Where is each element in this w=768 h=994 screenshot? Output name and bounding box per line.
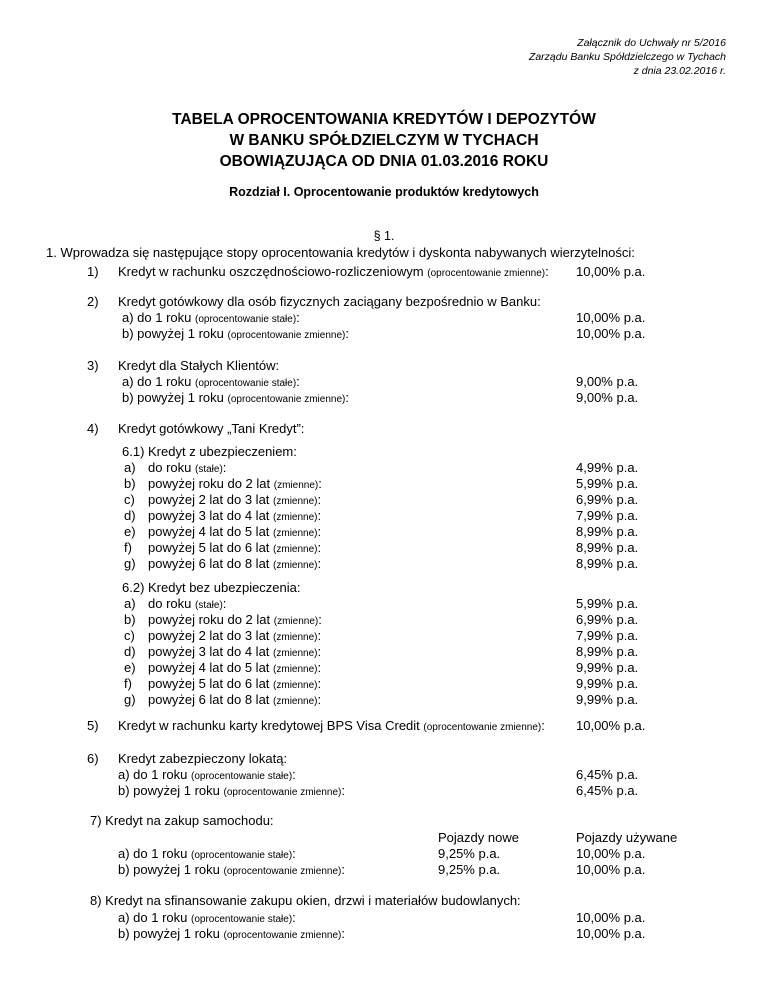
document-title xyxy=(0,109,768,172)
row-term: powyżej 2 lat do 3 lat xyxy=(148,628,270,643)
row-letter: b) xyxy=(124,476,136,491)
attachment-header xyxy=(529,36,726,78)
row-letter: g) xyxy=(124,692,136,707)
row-term: powyżej 5 lat do 6 lat xyxy=(148,676,270,691)
item-3a-label: a) do 1 roku (oprocentowanie stałe): xyxy=(122,374,300,389)
item-2b-label: b) powyżej 1 roku (oprocentowanie zmienne): xyxy=(122,326,349,341)
item-4-label: Kredyt gotówkowy „Tani Kredyt”: xyxy=(118,421,305,436)
tani-kredyt-row-rate: 6,99% p.a. xyxy=(576,492,639,507)
item-7a-new-rate: 9,25% p.a. xyxy=(438,846,501,861)
row-rate-type: (zmienne) xyxy=(273,648,318,659)
row-letter: g) xyxy=(124,556,136,571)
item-7b-new-rate: 9,25% p.a. xyxy=(438,862,501,877)
attachment-line-2: Zarządu Banku Spółdzielczego w Tychach xyxy=(528,51,726,63)
row-term: do roku xyxy=(148,460,192,475)
item-8b-label: b) powyżej 1 roku (oprocentowanie zmienne): xyxy=(118,926,345,941)
title-line-2: W BANKU SPÓŁDZIELCZYM W TYCHACH xyxy=(229,132,539,149)
tani-kredyt-row-rate: 8,99% p.a. xyxy=(576,644,639,659)
item-2a-rate: 10,00% p.a. xyxy=(576,310,646,325)
row-rate-type: (zmienne) xyxy=(273,528,318,539)
paragraph-heading: § 1. xyxy=(373,229,395,243)
tani-kredyt-row-rate: 4,99% p.a. xyxy=(576,460,639,475)
subsection-6-2-title: 6.2) Kredyt bez ubezpieczenia: xyxy=(122,580,301,595)
tani-kredyt-row-label xyxy=(124,692,321,710)
tani-kredyt-row-rate: 9,99% p.a. xyxy=(576,660,639,675)
row-term: powyżej 3 lat do 4 lat xyxy=(148,644,270,659)
row-rate-type: (zmienne) xyxy=(273,480,319,491)
item-3-label: Kredyt dla Stałych Klientów: xyxy=(118,358,280,373)
item-7-col-used: Pojazdy używane xyxy=(576,830,678,845)
item-7b-used-rate: 10,00% p.a. xyxy=(576,862,646,877)
tani-kredyt-row-rate: 8,99% p.a. xyxy=(576,524,639,539)
row-letter: b) xyxy=(124,612,136,627)
row-colon: : xyxy=(222,596,227,611)
item-8a-rate: 10,00% p.a. xyxy=(576,910,646,925)
tani-kredyt-row-rate: 9,99% p.a. xyxy=(576,676,639,691)
row-term: do roku xyxy=(148,596,192,611)
item-2-label: Kredyt gotówkowy dla osób fizycznych zaciągany bezpośrednio w Banku: xyxy=(118,294,541,309)
item-7a-used-rate: 10,00% p.a. xyxy=(576,846,646,861)
row-colon: : xyxy=(317,644,322,659)
row-colon: : xyxy=(318,612,322,627)
row-colon: : xyxy=(317,628,322,643)
item-3-number: 3) xyxy=(87,358,99,373)
chapter-heading: Rozdział I. Oprocentowanie produktów kredytowych xyxy=(229,185,539,199)
row-letter: f) xyxy=(124,540,132,555)
item-6-number: 6) xyxy=(87,751,99,766)
subsection-6-1-title: 6.1) Kredyt z ubezpieczeniem: xyxy=(122,444,297,459)
row-rate-type: (zmienne) xyxy=(273,496,318,507)
title-line-3: OBOWIĄZUJĄCA OD DNIA 01.03.2016 ROKU xyxy=(219,153,549,170)
row-term: powyżej roku do 2 lat xyxy=(148,476,271,491)
attachment-line-3: z dnia 23.02.2016 r. xyxy=(633,65,726,77)
item-4-number: 4) xyxy=(87,421,99,436)
row-rate-type: (stałe) xyxy=(195,464,223,475)
item-6-label: Kredyt zabezpieczony lokatą: xyxy=(118,751,288,766)
row-term: powyżej 6 lat do 8 lat xyxy=(148,556,270,571)
row-colon: : xyxy=(317,492,322,507)
row-colon: : xyxy=(317,540,322,555)
row-letter: d) xyxy=(124,508,136,523)
tani-kredyt-row-rate: 7,99% p.a. xyxy=(576,628,639,643)
tani-kredyt-row-label xyxy=(124,556,321,574)
row-letter: f) xyxy=(124,676,132,691)
attachment-line-1: Załącznik do Uchwały nr 5/2016 xyxy=(577,37,726,49)
item-6a-label: a) do 1 roku (oprocentowanie stałe): xyxy=(118,767,296,782)
row-colon: : xyxy=(317,556,322,571)
tani-kredyt-row-rate: 8,99% p.a. xyxy=(576,540,639,555)
row-rate-type: (stałe) xyxy=(195,600,223,611)
item-2a-label: a) do 1 roku (oprocentowanie stałe): xyxy=(122,310,300,325)
item-7a-label: a) do 1 roku (oprocentowanie stałe): xyxy=(118,846,296,861)
row-rate-type: (zmienne) xyxy=(273,544,318,555)
tani-kredyt-row-rate: 5,99% p.a. xyxy=(576,476,639,491)
row-term: powyżej roku do 2 lat xyxy=(148,612,271,627)
item-5-number: 5) xyxy=(87,718,99,733)
row-letter: a) xyxy=(124,460,136,475)
item-6a-rate: 6,45% p.a. xyxy=(576,767,639,782)
row-term: powyżej 5 lat do 6 lat xyxy=(148,540,270,555)
item-8a-label: a) do 1 roku (oprocentowanie stałe): xyxy=(118,910,296,925)
item-7b-label: b) powyżej 1 roku (oprocentowanie zmienne): xyxy=(118,862,345,877)
tani-kredyt-row-rate: 7,99% p.a. xyxy=(576,508,639,523)
row-rate-type: (zmienne) xyxy=(273,680,318,691)
row-term: powyżej 3 lat do 4 lat xyxy=(148,508,270,523)
item-3b-rate: 9,00% p.a. xyxy=(576,390,639,405)
row-rate-type: (zmienne) xyxy=(273,696,318,707)
row-rate-type: (zmienne) xyxy=(273,664,318,675)
row-colon: : xyxy=(317,660,322,675)
item-5-rate: 10,00% p.a. xyxy=(576,718,646,733)
item-1-number: 1) xyxy=(87,264,99,279)
row-rate-type: (zmienne) xyxy=(273,632,318,643)
item-3b-label: b) powyżej 1 roku (oprocentowanie zmienne): xyxy=(122,390,349,405)
row-colon: : xyxy=(317,676,322,691)
tani-kredyt-row-rate: 5,99% p.a. xyxy=(576,596,639,611)
item-6b-rate: 6,45% p.a. xyxy=(576,783,639,798)
item-8-label: 8) Kredyt na sfinansowanie zakupu okien, drzwi i materiałów budowlanych: xyxy=(90,893,521,908)
row-letter: d) xyxy=(124,644,136,659)
row-letter: c) xyxy=(124,492,135,507)
item-6b-label: b) powyżej 1 roku (oprocentowanie zmienne): xyxy=(118,783,345,798)
row-term: powyżej 2 lat do 3 lat xyxy=(148,492,270,507)
item-7-label: 7) Kredyt na zakup samochodu: xyxy=(90,813,274,828)
row-term: powyżej 4 lat do 5 lat xyxy=(148,524,270,539)
title-line-1: TABELA OPROCENTOWANIA KREDYTÓW I DEPOZYTÓW xyxy=(172,111,596,128)
row-colon: : xyxy=(317,508,322,523)
tani-kredyt-row-rate: 6,99% p.a. xyxy=(576,612,639,627)
item-1-label: Kredyt w rachunku oszczędnościowo-rozliczeniowym (oprocentowanie zmienne): xyxy=(118,264,549,279)
item-1-rate: 10,00% p.a. xyxy=(576,264,646,279)
item-7-col-new: Pojazdy nowe xyxy=(438,830,519,845)
row-colon: : xyxy=(317,524,322,539)
item-2b-rate: 10,00% p.a. xyxy=(576,326,646,341)
row-letter: e) xyxy=(124,660,136,675)
item-5-label: Kredyt w rachunku karty kredytowej BPS Visa Credit (oprocentowanie zmienne): xyxy=(118,718,545,733)
tani-kredyt-row-rate: 8,99% p.a. xyxy=(576,556,639,571)
item-3a-rate: 9,00% p.a. xyxy=(576,374,639,389)
row-colon: : xyxy=(318,476,322,491)
item-8b-rate: 10,00% p.a. xyxy=(576,926,646,941)
item-2-number: 2) xyxy=(87,294,99,309)
tani-kredyt-row-rate: 9,99% p.a. xyxy=(576,692,639,707)
row-rate-type: (zmienne) xyxy=(273,560,318,571)
row-letter: c) xyxy=(124,628,135,643)
row-rate-type: (zmienne) xyxy=(273,616,319,627)
intro-text: 1. Wprowadza się następujące stopy oprocentowania kredytów i dyskonta nabywanych wierzytelności: xyxy=(46,245,635,260)
row-colon: : xyxy=(317,692,322,707)
row-letter: e) xyxy=(124,524,136,539)
row-colon: : xyxy=(222,460,227,475)
row-rate-type: (zmienne) xyxy=(273,512,318,523)
row-letter: a) xyxy=(124,596,136,611)
row-term: powyżej 6 lat do 8 lat xyxy=(148,692,270,707)
row-term: powyżej 4 lat do 5 lat xyxy=(148,660,270,675)
